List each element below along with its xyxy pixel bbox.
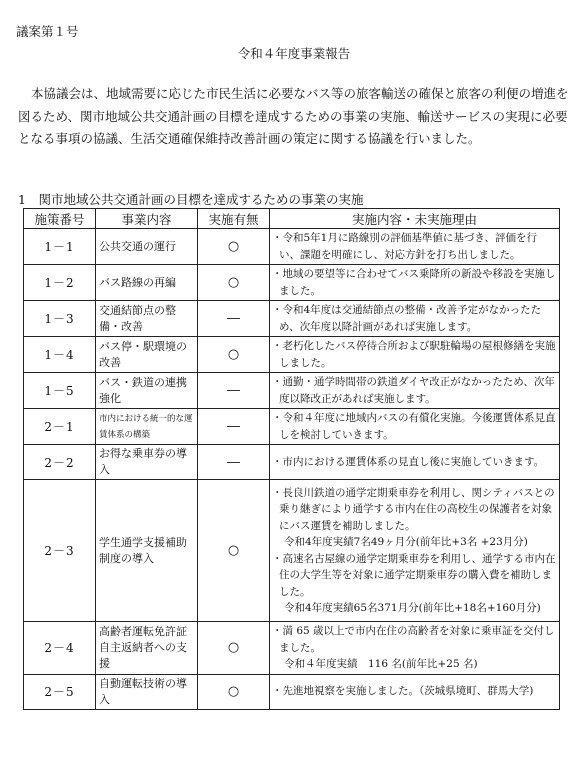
detail-item: ・令和４年度に地域内バスの有償化実施。今後運賃体系見直しを検討していきます。 (272, 412, 556, 441)
business-content: お得な乗車券の導入 (96, 445, 198, 480)
implementation-details (270, 301, 560, 337)
table-row (24, 265, 560, 301)
implementation-details (270, 337, 560, 373)
table-row (24, 301, 560, 337)
intro-paragraph: 本協議会は、地域需要に応じた市民生活に必要なバス等の旅客輸送の確保と旅客の利便の増進を図るため、関市地域公共交通計画の目標を達成するための事業の実施、輸送サービスの実現に必要となる事項の協議、生活交通確保維持改善計画の策定に関する協議を行いました。 (18, 86, 569, 146)
detail-item: ・高速名古屋線の通学定期乗車券を利用し、通学する市内在住の大学生等を対象に通学定期乗車券の購入費を補助しました。 (272, 552, 556, 598)
document-title: 令和４年度事業報告 (237, 46, 351, 61)
implementation-details (270, 229, 560, 265)
header-measure-number: 施策番号 (24, 209, 96, 229)
implementation-status: ― (198, 301, 270, 337)
implementation-details (270, 674, 560, 709)
measure-number: 2－4 (24, 622, 96, 675)
detail-item: ・令和4年度は交通結節点の整備・改善予定がなかったため、次年度以降計画があれば実施します。 (272, 304, 542, 333)
detail-result-line: 令和4年度実績7名49ヶ月分(前年比+3名 +23月分) (284, 536, 528, 548)
implementation-status: ○ (198, 622, 270, 675)
implementation-status: ○ (198, 229, 270, 265)
business-content: 自動運転技術の導入 (96, 674, 198, 709)
business-content: 交通結節点の整備・改善 (96, 301, 198, 337)
measure-number: 1－4 (24, 337, 96, 373)
detail-item: ・先進地視察を実施しました。（茨城県境町、群馬大学) (272, 685, 534, 698)
header-implementation-status: 実施有無 (198, 209, 270, 229)
detail-item: ・老朽化したバス停待合所および駅駐輪場の屋根修繕を実施しました。 (272, 340, 556, 369)
business-content: 高齢者運転免許証自主返納者への支援 (96, 622, 198, 675)
implementation-details (270, 265, 560, 301)
implementation-details (270, 445, 560, 480)
header-implementation-details: 実施内容・未実施理由 (270, 209, 560, 229)
business-content: バス路線の再編 (96, 265, 198, 301)
measure-number: 2－2 (24, 445, 96, 480)
implementation-details (270, 480, 560, 622)
measure-number: 2－5 (24, 674, 96, 709)
table-row (24, 337, 560, 373)
detail-item: ・満 65 歳以上で市内在住の高齢者を対象に乗車証を交付しました。 (272, 625, 555, 654)
table-row (24, 622, 560, 675)
agenda-number: 議案第１号 (16, 24, 79, 39)
measure-number: 2－3 (24, 480, 96, 622)
implementation-details (270, 409, 560, 445)
business-content: 学生通学支援補助制度の導入 (96, 480, 198, 622)
measures-table (23, 208, 560, 710)
implementation-status: ○ (198, 337, 270, 373)
business-content: バス・鉄道の連携強化 (96, 373, 198, 409)
detail-item: ・令和5年1月に路線別の評価基準値に基づき、評価を行い、課題を明確にし、対応方針を打ち出しました。 (272, 232, 537, 261)
implementation-status: ○ (198, 265, 270, 301)
table-row (24, 480, 560, 622)
implementation-status: ― (198, 445, 270, 480)
detail-result-line: 令和4年度実績65名371月分(前年比+18名+160月分) (284, 602, 541, 614)
measure-number: 1－1 (24, 229, 96, 265)
detail-result-line: 令和４年度実績 116 名(前年比+25 名) (284, 658, 478, 670)
table-row (24, 229, 560, 265)
implementation-status: ― (198, 409, 270, 445)
table-row (24, 445, 560, 480)
business-content: 公共交通の運行 (96, 229, 198, 265)
table-header-row (24, 209, 560, 229)
business-content: バス停・駅環境の改善 (96, 337, 198, 373)
implementation-status: ― (198, 373, 270, 409)
implementation-details (270, 373, 560, 409)
implementation-details (270, 622, 560, 675)
detail-item: ・市内における運賃体系の見直し後に実施していきます。 (272, 455, 545, 468)
detail-item: ・長良川鉄道の通学定期乗車券を利用し、関シティバスとの乗り継ぎにより通学する市内在住の高校生の保護者を対象にバス運賃を補助しました。 (272, 486, 555, 532)
business-content: 市内における統一的な運賃体系の構築 (96, 409, 198, 445)
table-row (24, 373, 560, 409)
measure-number: 2－1 (24, 409, 96, 445)
implementation-status: ○ (198, 480, 270, 622)
table-body (24, 229, 560, 710)
detail-item: ・地域の要望等に合わせてバス乗降所の新設や移設を実施しました。 (272, 268, 556, 297)
section-heading: 1 関市地域公共交通計画の目標を達成するための事業の実施 (18, 192, 364, 207)
measure-number: 1－2 (24, 265, 96, 301)
implementation-status: ○ (198, 674, 270, 709)
header-business-content: 事業内容 (96, 209, 198, 229)
table-row (24, 409, 560, 445)
measure-number: 1－3 (24, 301, 96, 337)
detail-item: ・通勤・通学時間帯の鉄道ダイヤ改正がなかったため、次年度以降改正があれば実施します。 (272, 376, 555, 405)
measure-number: 1－5 (24, 373, 96, 409)
table-row (24, 674, 560, 709)
